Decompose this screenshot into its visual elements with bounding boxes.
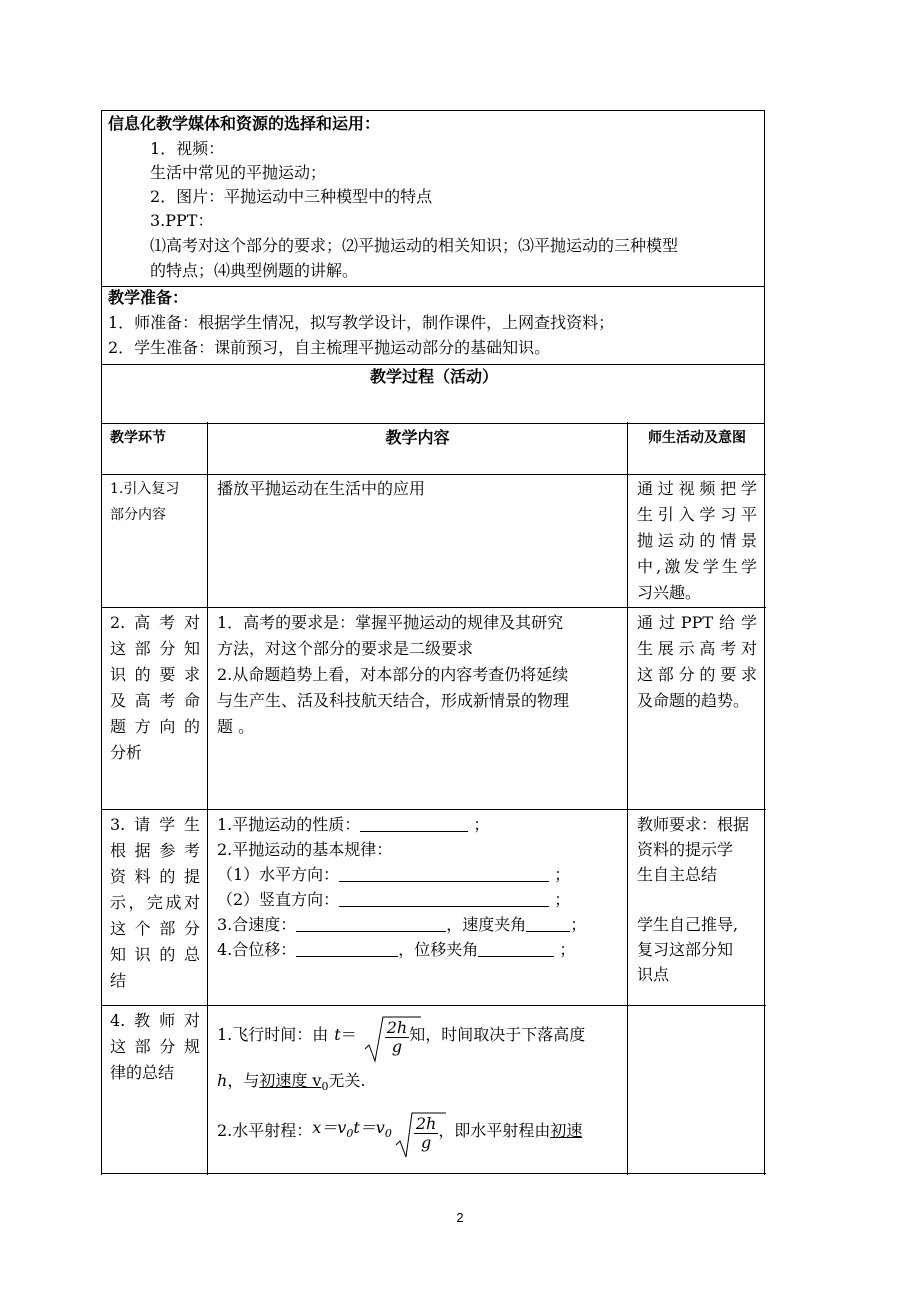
text: x＝v <box>312 1118 347 1138</box>
r3-displacement-line <box>217 937 586 962</box>
r2-stage-line: 2.高考对 <box>110 613 200 632</box>
process-title: 教学过程（活动） <box>369 367 498 386</box>
r4-range-line <box>217 1106 622 1156</box>
blank-field[interactable] <box>296 938 398 957</box>
sqrt-symbol <box>394 1111 438 1152</box>
r3-horizontal-line <box>217 862 586 887</box>
blank-field[interactable] <box>339 888 549 907</box>
text: ，与 <box>227 1071 260 1090</box>
r3-activity-line: 学生自己推导, <box>637 915 739 934</box>
document-table <box>101 110 765 1175</box>
media-line-ppt-items: ⑴高考对这个部分的要求；⑵平抛运动的相关知识；⑶平抛运动的三种模型 <box>150 236 679 255</box>
r4-flight-time-label: 1.飞行时间：由 <box>217 1025 329 1044</box>
punct: ； <box>570 915 587 934</box>
r3-activity <box>637 812 759 987</box>
media-line-video: 1．视频： <box>150 139 225 158</box>
r1-activity-line: 生引入学习平 <box>637 505 757 524</box>
r3-stage-line: 知识的总 <box>110 945 200 964</box>
r4-stage <box>110 1008 200 1086</box>
equals: ＝ <box>340 1025 357 1044</box>
text: 无关. <box>328 1071 366 1090</box>
r1-activity-line: 中,激发学生学 <box>637 557 757 576</box>
punct: ； <box>559 940 576 959</box>
r3-displacement-label: 4.合位移： <box>217 940 297 959</box>
media-heading: 信息化教学媒体和资源的选择和运用： <box>108 114 381 133</box>
r2-activity-line: 及命题的趋势。 <box>637 691 750 710</box>
fraction-numerator: 2h <box>415 1113 437 1133</box>
process-grid <box>101 422 765 1175</box>
r2-content-line: 方法，对这个部分的要求是二级要求 <box>217 639 474 658</box>
range-formula <box>312 1115 392 1147</box>
r2-activity-line: 这部分的要求 <box>637 665 757 684</box>
r3-stage-line: 这个部分 <box>110 919 200 938</box>
col-header-stage: 教学环节 <box>110 430 166 446</box>
r4-flight-time-cont <box>217 1068 622 1100</box>
media-line-video-desc: 生活中常见的平抛运动； <box>150 163 327 182</box>
r3-activity-line: 教师要求：根据 <box>637 815 750 834</box>
r3-activity-line: 生自主总结 <box>637 865 718 884</box>
r4-stage-line: 4.教师对 <box>110 1011 200 1030</box>
r3-activity-line: 资料的提示学 <box>637 840 734 859</box>
r1-activity <box>637 476 757 606</box>
subscript: 0 <box>384 1127 392 1141</box>
r3-nature-label: 1.平抛运动的性质： <box>217 815 361 834</box>
r2-activity-line: 生展示高考对 <box>637 639 757 658</box>
r1-stage <box>110 476 179 528</box>
r3-stage-line: 示，完成对 <box>110 893 200 912</box>
text: t＝v <box>353 1118 385 1138</box>
r3-stage-line: 资料的提 <box>110 867 200 886</box>
punct: ； <box>554 890 571 909</box>
r3-nature-line <box>217 812 586 837</box>
r4-stage-line: 律的总结 <box>110 1063 175 1082</box>
blank-field[interactable] <box>360 813 468 832</box>
initial-velocity-term <box>259 1071 329 1094</box>
r4-flight-time-desc: 知，时间取决于下落高度 <box>409 1025 586 1044</box>
r3-rules-label: 2.平抛运动的基本规律： <box>217 840 393 859</box>
fraction-numerator: 2h <box>386 1017 408 1037</box>
r2-stage-line: 及高考命 <box>110 691 200 710</box>
media-line-image: 2．图片：平抛运动中三种模型中的特点 <box>150 187 433 206</box>
sqrt-symbol <box>363 1015 409 1056</box>
r3-activity-line: 识点 <box>637 965 670 984</box>
r2-content-line: 1．高考的要求是：掌握平抛运动的规律及其研究 <box>217 613 564 632</box>
blank-field[interactable] <box>478 938 554 957</box>
r2-stage-line: 识的要求 <box>110 665 200 684</box>
r2-stage <box>110 610 200 766</box>
r2-activity <box>637 610 757 714</box>
r3-velocity-line <box>217 912 586 937</box>
text: 初速度 v <box>259 1071 322 1090</box>
r4-content <box>217 1010 622 1156</box>
r4-flight-time-line <box>217 1010 622 1060</box>
r1-content: 播放平抛运动在生活中的应用 <box>217 479 426 498</box>
r3-stage <box>110 812 200 994</box>
subscript: 0 <box>321 1080 329 1094</box>
col-header-content: 教学内容 <box>385 428 450 447</box>
media-section <box>101 110 765 287</box>
r3-content <box>217 812 586 962</box>
fraction-denominator: g <box>391 1036 403 1056</box>
r2-content-line: 题 。 <box>217 717 255 736</box>
prep-section <box>101 285 765 365</box>
r1-activity-line: 抛运动的情景 <box>637 531 757 550</box>
r3-vertical-line <box>217 887 586 912</box>
r2-stage-line: 题方向的 <box>110 717 200 736</box>
fraction-denominator: g <box>420 1132 432 1152</box>
prep-student: 2．学生准备：课前预习，自主梳理平抛运动部分的基础知识。 <box>108 338 551 357</box>
media-line-ppt: 3.PPT： <box>150 211 214 230</box>
process-title-section <box>101 363 765 424</box>
r3-stage-line: 根据参考 <box>110 841 200 860</box>
r2-content-line: 与生产生、活及科技航天结合，形成新情景的物理 <box>217 691 570 710</box>
punct: ； <box>554 865 571 884</box>
r1-stage-line: 部分内容 <box>110 507 166 523</box>
punct: ； <box>473 815 490 834</box>
r3-velocity-angle-label: ，速度夹角 <box>446 915 527 934</box>
r2-content <box>217 610 569 740</box>
r2-stage-line: 这部分知 <box>110 639 200 658</box>
r3-stage-line: 3.请学生 <box>110 815 200 834</box>
r3-activity-line: 复习这部分知 <box>637 940 734 959</box>
var-t: t <box>334 1025 341 1044</box>
r3-stage-line: 结 <box>110 971 127 990</box>
initial-velocity-term: 初速 <box>550 1121 583 1141</box>
r4-stage-line: 这部分规 <box>110 1037 200 1056</box>
r3-velocity-label: 3.合速度： <box>217 915 297 934</box>
prep-teacher: 1．师准备：根据学生情况，拟写教学设计，制作课件，上网查找资料； <box>108 313 615 332</box>
col-header-activity: 师生活动及意图 <box>648 430 746 446</box>
r3-displacement-angle-label: ，位移夹角 <box>398 940 479 959</box>
r3-horizontal-label: （1）水平方向： <box>217 865 340 884</box>
blank-field[interactable] <box>296 913 446 932</box>
subscript: 0 <box>346 1127 354 1141</box>
blank-field[interactable] <box>339 863 549 882</box>
prep-heading: 教学准备： <box>108 288 189 307</box>
r1-activity-line: 通过视频把学 <box>637 479 757 498</box>
r1-activity-line: 习兴趣。 <box>637 583 702 602</box>
r3-vertical-label: （2）竖直方向： <box>217 890 340 909</box>
page-number: 2 <box>456 1210 464 1225</box>
r2-stage-line: 分析 <box>110 743 143 762</box>
r2-activity-line: 通过PPT给学 <box>637 613 757 632</box>
var-h: h <box>217 1071 228 1090</box>
r2-content-line: 2.从命题趋势上看，对本部分的内容考查仍将延续 <box>217 665 569 684</box>
media-line-ppt-items-cont: 的特点；⑷典型例题的讲解。 <box>150 261 359 280</box>
r4-range-label: 2.水平射程： <box>217 1121 313 1141</box>
r1-stage-line: 1.引入复习 <box>110 481 180 497</box>
blank-field[interactable] <box>526 913 570 932</box>
r4-range-desc: ，即水平射程由 <box>438 1121 551 1141</box>
